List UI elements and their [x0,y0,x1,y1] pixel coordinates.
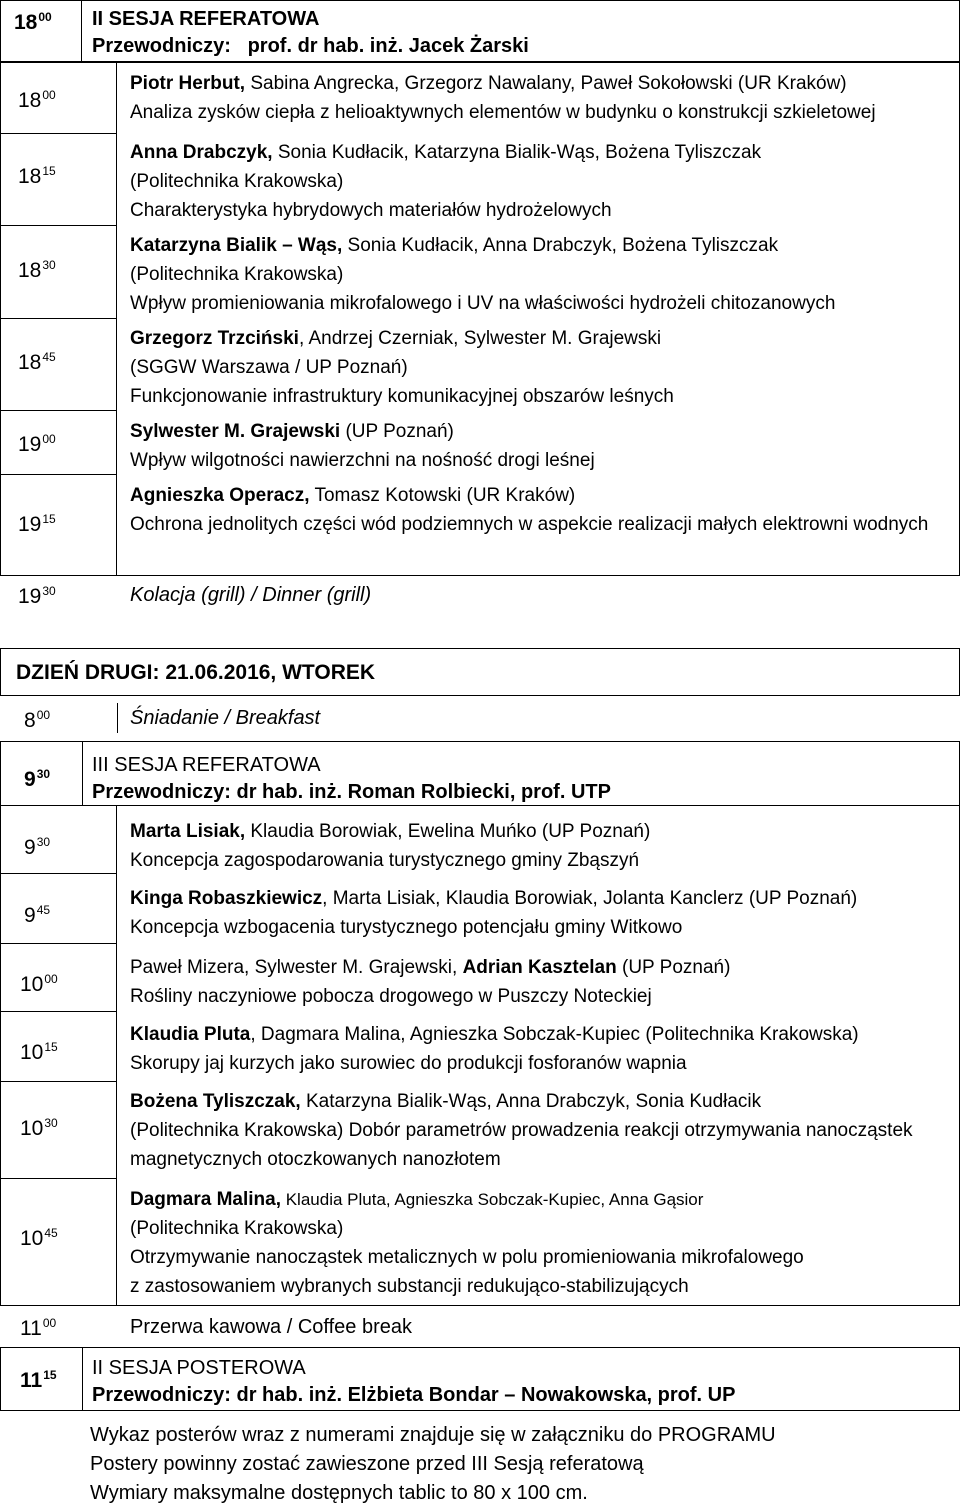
talk-entry [130,817,950,875]
poster-session-time: $11^{15}$ [20,1368,57,1392]
poster-note: Postery powinny zostać zawieszone przed III Sesją referatową [90,1453,644,1475]
talk-time: $10^{45}$ [20,1226,58,1250]
day2-time-column-divider [82,741,83,805]
talk-title: Ochrona jednolitych części wód podziemnych w aspekcie realizacji małych elektrowni wodnych [130,514,929,535]
talk-time: $9^{45}$ [24,903,51,927]
row-divider [0,474,117,475]
session3-chair: Przewodniczy: dr hab. inż. Roman Rolbiecki, prof. UTP [92,781,611,803]
talk-title: Wpływ wilgotności nawierzchni na nośność drogi leśnej [130,450,595,471]
talk-title: Rośliny naczyniowe pobocza drogowego w Puszczy Noteckiej [130,986,652,1007]
dinner-label: Kolacja (grill) / Dinner (grill) [130,584,372,606]
coffee-label: Przerwa kawowa / Coffee break [130,1316,412,1338]
talk-title: Koncepcja zagospodarowania turystycznego gminy Zbąszyń [130,850,640,871]
row-divider [0,410,117,411]
talk-title: Koncepcja wzbogacenia turystycznego potencjału gminy Witkowo [130,917,683,938]
talk-affiliation: (Politechnika Krakowska) [130,1218,344,1239]
breakfast-label: Śniadanie / Breakfast [130,707,321,729]
talk-time: $10^{15}$ [20,1040,58,1064]
talk-entry [130,417,950,475]
talk-authors: Kinga Robaszkiewicz, Marta Lisiak, Klaudia Borowiak, Jolanta Kanclerz (UP Poznań) [130,888,858,909]
talk-title: Wpływ promieniowania mikrofalowego i UV na właściwości hydrożeli chitozanowych [130,293,836,314]
row-divider [0,1011,117,1012]
breakfast-time: $8^{00}$ [24,708,51,732]
talk-authors: Anna Drabczyk, Sonia Kudłacik, Katarzyna Bialik-Wąs, Bożena Tyliszczak [130,142,762,163]
talk-affiliation: (Politechnika Krakowska) [130,264,344,285]
poster-note: Wymiary maksymalne dostępnych tablic to 80 x 100 cm. [90,1482,588,1504]
talk-authors: Katarzyna Bialik – Wąs, Sonia Kudłacik, Anna Drabczyk, Bożena Tyliszczak [130,235,779,256]
day2-time-column-divider [116,805,117,1306]
talk-authors: Bożena Tyliszczak, Katarzyna Bialik-Wąs, Anna Drabczyk, Sonia Kudłacik [130,1091,762,1112]
talk-time: $19^{15}$ [18,512,56,536]
talk-time: $10^{00}$ [20,972,58,996]
talk-authors: Grzegorz Trzciński, Andrzej Czerniak, Sylwester M. Grajewski [130,328,662,349]
talk-authors: Klaudia Pluta, Dagmara Malina, Agnieszka Sobczak-Kupiec (Politechnika Krakowska) [130,1024,859,1045]
poster-notes [90,1421,776,1508]
talk-entry [130,1087,920,1174]
talk-authors: Marta Lisiak, Klaudia Borowiak, Ewelina Muńko (UP Poznań) [130,821,651,842]
day2-header: DZIEŃ DRUGI: 21.06.2016, WTOREK [16,661,376,684]
poster-note: Wykaz posterów wraz z numerami znajduje się w załączniku do PROGRAMU [90,1424,776,1446]
coffee-time: $11^{00}$ [20,1316,57,1340]
talk-time: $18^{45}$ [18,350,56,374]
talk-entry [130,1185,950,1301]
talk-time: $19^{00}$ [18,432,56,456]
talk-entry [130,953,950,1011]
row-divider [0,943,117,944]
dinner-time: $19^{30}$ [18,584,56,608]
poster-session-chair: Przewodniczy: dr hab. inż. Elżbieta Bondar – Nowakowska, prof. UP [92,1384,736,1406]
row-divider [0,318,117,319]
talk-entry [130,231,950,318]
day1-time-column-divider [116,62,117,576]
talk-authors: Dagmara Malina, Klaudia Pluta, Agnieszka Sobczak-Kupiec, Anna Gąsior [130,1189,704,1210]
talk-time: $18^{00}$ [18,88,56,112]
session2-time: $18^{00}$ [14,10,52,34]
talk-title: (Politechnika Krakowska) Dobór parametrów prowadzenia reakcji otrzymywania nanocząstek magnetycznych otoczkowanych nanozłotem [130,1120,913,1170]
talk-affiliation: (SGGW Warszawa / UP Poznań) [130,357,408,378]
talk-authors: Agnieszka Operacz, Tomasz Kotowski (UR Kraków) [130,485,576,506]
talk-time: $9^{30}$ [24,835,51,859]
talk-time: $18^{30}$ [18,258,56,282]
talk-entry [130,1020,950,1078]
row-divider [0,1178,117,1179]
talk-title: z zastosowaniem wybranych substancji redukująco-stabilizujących [130,1276,689,1297]
talk-title: Skorupy jaj kurzych jako surowiec do produkcji fosforanów wapnia [130,1053,687,1074]
session2-chair: Przewodniczy: prof. dr hab. inż. Jacek Żarski [92,35,529,57]
talk-title: Analiza zysków ciepła z helioaktywnych elementów w budynku o konstrukcji szkieletowej [130,102,876,123]
talk-title: Charakterystyka hybrydowych materiałów hydrożelowych [130,200,612,221]
talk-entry [130,138,950,225]
row-divider [0,133,117,134]
talk-entry [130,481,930,539]
talk-authors: Sylwester M. Grajewski (UP Poznań) [130,421,454,442]
talk-entry [130,884,950,942]
talk-entry [130,69,950,127]
talk-affiliation: (Politechnika Krakowska) [130,171,344,192]
session3-time: $9^{30}$ [24,767,51,791]
session3-title: III SESJA REFERATOWA [92,754,321,776]
poster-time-cell [82,1347,83,1411]
talk-time: $18^{15}$ [18,164,56,188]
row-divider [0,1081,117,1082]
talk-authors: Piotr Herbut, Sabina Angrecka, Grzegorz Nawalany, Paweł Sokołowski (UR Kraków) [130,73,847,94]
talk-authors: Paweł Mizera, Sylwester M. Grajewski, Adrian Kasztelan (UP Poznań) [130,957,731,978]
poster-session-title: II SESJA POSTEROWA [92,1357,306,1379]
talk-entry [130,324,950,411]
talk-time: $10^{30}$ [20,1116,58,1140]
row-divider [0,225,117,226]
row-divider [0,873,117,874]
talk-title: Otrzymywanie nanocząstek metalicznych w polu promieniowania mikrofalowego [130,1247,804,1268]
breakfast-time-cell [0,703,118,733]
talk-title: Funkcjonowanie infrastruktury komunikacyjnej obszarów leśnych [130,386,674,407]
session2-title: II SESJA REFERATOWA [92,8,320,30]
